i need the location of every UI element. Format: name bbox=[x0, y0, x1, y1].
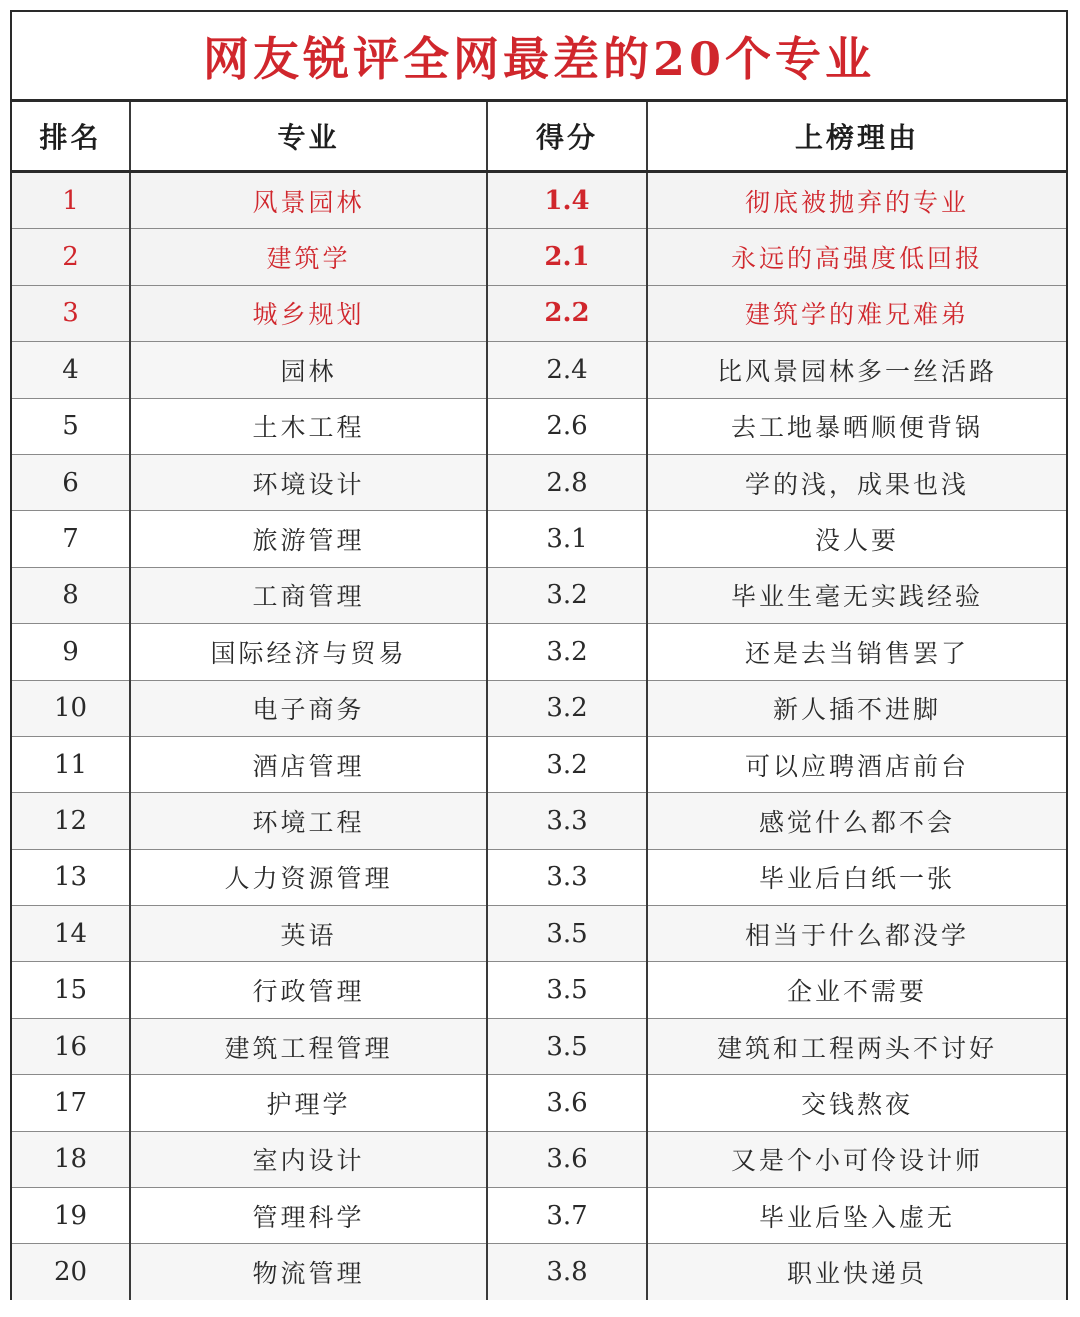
major-cell: 土木工程 bbox=[130, 398, 487, 454]
header-reason: 上榜理由 bbox=[647, 102, 1066, 172]
page-title: 网友锐评全网最差的20个专业 bbox=[202, 31, 875, 86]
table-row bbox=[12, 285, 1066, 341]
table-row bbox=[12, 680, 1066, 736]
rank-cell: 9 bbox=[12, 624, 130, 680]
table-row bbox=[12, 793, 1066, 849]
table-row bbox=[12, 1018, 1066, 1074]
reason-cell: 永远的高强度低回报 bbox=[647, 229, 1066, 285]
header-score: 得分 bbox=[487, 102, 647, 172]
reason-cell: 职业快递员 bbox=[647, 1244, 1066, 1300]
rank-cell: 10 bbox=[12, 680, 130, 736]
table-header bbox=[12, 102, 1066, 172]
major-cell: 建筑工程管理 bbox=[130, 1018, 487, 1074]
score-cell: 3.6 bbox=[487, 1131, 647, 1187]
major-cell: 建筑学 bbox=[130, 229, 487, 285]
table-body bbox=[12, 172, 1066, 1300]
reason-cell: 建筑学的难兄难弟 bbox=[647, 285, 1066, 341]
table-row bbox=[12, 567, 1066, 623]
table-row bbox=[12, 1075, 1066, 1131]
rank-cell: 2 bbox=[12, 229, 130, 285]
rank-cell: 14 bbox=[12, 906, 130, 962]
rank-cell: 4 bbox=[12, 342, 130, 398]
rank-cell: 15 bbox=[12, 962, 130, 1018]
rank-cell: 13 bbox=[12, 849, 130, 905]
score-cell: 3.5 bbox=[487, 962, 647, 1018]
table-row bbox=[12, 1244, 1066, 1300]
table-row bbox=[12, 1131, 1066, 1187]
table-row bbox=[12, 172, 1066, 229]
rank-cell: 19 bbox=[12, 1188, 130, 1244]
rank-cell: 7 bbox=[12, 511, 130, 567]
score-cell: 3.8 bbox=[487, 1244, 647, 1300]
table-row bbox=[12, 736, 1066, 792]
score-cell: 3.3 bbox=[487, 849, 647, 905]
major-cell: 英语 bbox=[130, 906, 487, 962]
score-cell: 2.4 bbox=[487, 342, 647, 398]
score-cell: 3.2 bbox=[487, 736, 647, 792]
reason-cell: 去工地暴晒顺便背锅 bbox=[647, 398, 1066, 454]
header-major: 专业 bbox=[130, 102, 487, 172]
score-cell: 2.1 bbox=[487, 229, 647, 285]
score-cell: 3.1 bbox=[487, 511, 647, 567]
table-row bbox=[12, 398, 1066, 454]
score-cell: 2.8 bbox=[487, 454, 647, 510]
rank-cell: 1 bbox=[12, 172, 130, 229]
major-cell: 风景园林 bbox=[130, 172, 487, 229]
reason-cell: 感觉什么都不会 bbox=[647, 793, 1066, 849]
major-cell: 旅游管理 bbox=[130, 511, 487, 567]
rank-cell: 3 bbox=[12, 285, 130, 341]
reason-cell: 毕业生毫无实践经验 bbox=[647, 567, 1066, 623]
reason-cell: 建筑和工程两头不讨好 bbox=[647, 1018, 1066, 1074]
rank-cell: 6 bbox=[12, 454, 130, 510]
score-cell: 2.2 bbox=[487, 285, 647, 341]
reason-cell: 毕业后坠入虚无 bbox=[647, 1188, 1066, 1244]
table-row bbox=[12, 1188, 1066, 1244]
table-row bbox=[12, 511, 1066, 567]
rank-cell: 5 bbox=[12, 398, 130, 454]
reason-cell: 毕业后白纸一张 bbox=[647, 849, 1066, 905]
major-cell: 城乡规划 bbox=[130, 285, 487, 341]
score-cell: 2.6 bbox=[487, 398, 647, 454]
reason-cell: 没人要 bbox=[647, 511, 1066, 567]
score-cell: 3.5 bbox=[487, 1018, 647, 1074]
reason-cell: 学的浅，成果也浅 bbox=[647, 454, 1066, 510]
score-cell: 3.2 bbox=[487, 680, 647, 736]
table-row bbox=[12, 624, 1066, 680]
rank-cell: 20 bbox=[12, 1244, 130, 1300]
rank-cell: 12 bbox=[12, 793, 130, 849]
reason-cell: 还是去当销售罢了 bbox=[647, 624, 1066, 680]
header-row bbox=[12, 102, 1066, 172]
score-cell: 1.4 bbox=[487, 172, 647, 229]
reason-cell: 可以应聘酒店前台 bbox=[647, 736, 1066, 792]
table-row bbox=[12, 454, 1066, 510]
major-cell: 园林 bbox=[130, 342, 487, 398]
major-cell: 国际经济与贸易 bbox=[130, 624, 487, 680]
major-cell: 管理科学 bbox=[130, 1188, 487, 1244]
ranking-table bbox=[12, 102, 1066, 1300]
reason-cell: 新人插不进脚 bbox=[647, 680, 1066, 736]
score-cell: 3.5 bbox=[487, 906, 647, 962]
rank-cell: 17 bbox=[12, 1075, 130, 1131]
rank-cell: 16 bbox=[12, 1018, 130, 1074]
table-row bbox=[12, 342, 1066, 398]
reason-cell: 彻底被抛弃的专业 bbox=[647, 172, 1066, 229]
major-cell: 物流管理 bbox=[130, 1244, 487, 1300]
major-cell: 行政管理 bbox=[130, 962, 487, 1018]
rank-cell: 18 bbox=[12, 1131, 130, 1187]
score-cell: 3.6 bbox=[487, 1075, 647, 1131]
major-cell: 酒店管理 bbox=[130, 736, 487, 792]
reason-cell: 交钱熬夜 bbox=[647, 1075, 1066, 1131]
table-row bbox=[12, 229, 1066, 285]
reason-cell: 比风景园林多一丝活路 bbox=[647, 342, 1066, 398]
table-row bbox=[12, 962, 1066, 1018]
major-cell: 工商管理 bbox=[130, 567, 487, 623]
reason-cell: 相当于什么都没学 bbox=[647, 906, 1066, 962]
reason-cell: 企业不需要 bbox=[647, 962, 1066, 1018]
score-cell: 3.7 bbox=[487, 1188, 647, 1244]
title-bar bbox=[12, 12, 1066, 102]
table-row bbox=[12, 906, 1066, 962]
score-cell: 3.2 bbox=[487, 624, 647, 680]
major-cell: 人力资源管理 bbox=[130, 849, 487, 905]
major-cell: 环境设计 bbox=[130, 454, 487, 510]
header-rank: 排名 bbox=[12, 102, 130, 172]
rank-cell: 11 bbox=[12, 736, 130, 792]
major-cell: 护理学 bbox=[130, 1075, 487, 1131]
table-row bbox=[12, 849, 1066, 905]
reason-cell: 又是个小可伶设计师 bbox=[647, 1131, 1066, 1187]
score-cell: 3.3 bbox=[487, 793, 647, 849]
major-cell: 室内设计 bbox=[130, 1131, 487, 1187]
major-cell: 环境工程 bbox=[130, 793, 487, 849]
ranking-sheet bbox=[10, 10, 1068, 1300]
rank-cell: 8 bbox=[12, 567, 130, 623]
major-cell: 电子商务 bbox=[130, 680, 487, 736]
score-cell: 3.2 bbox=[487, 567, 647, 623]
